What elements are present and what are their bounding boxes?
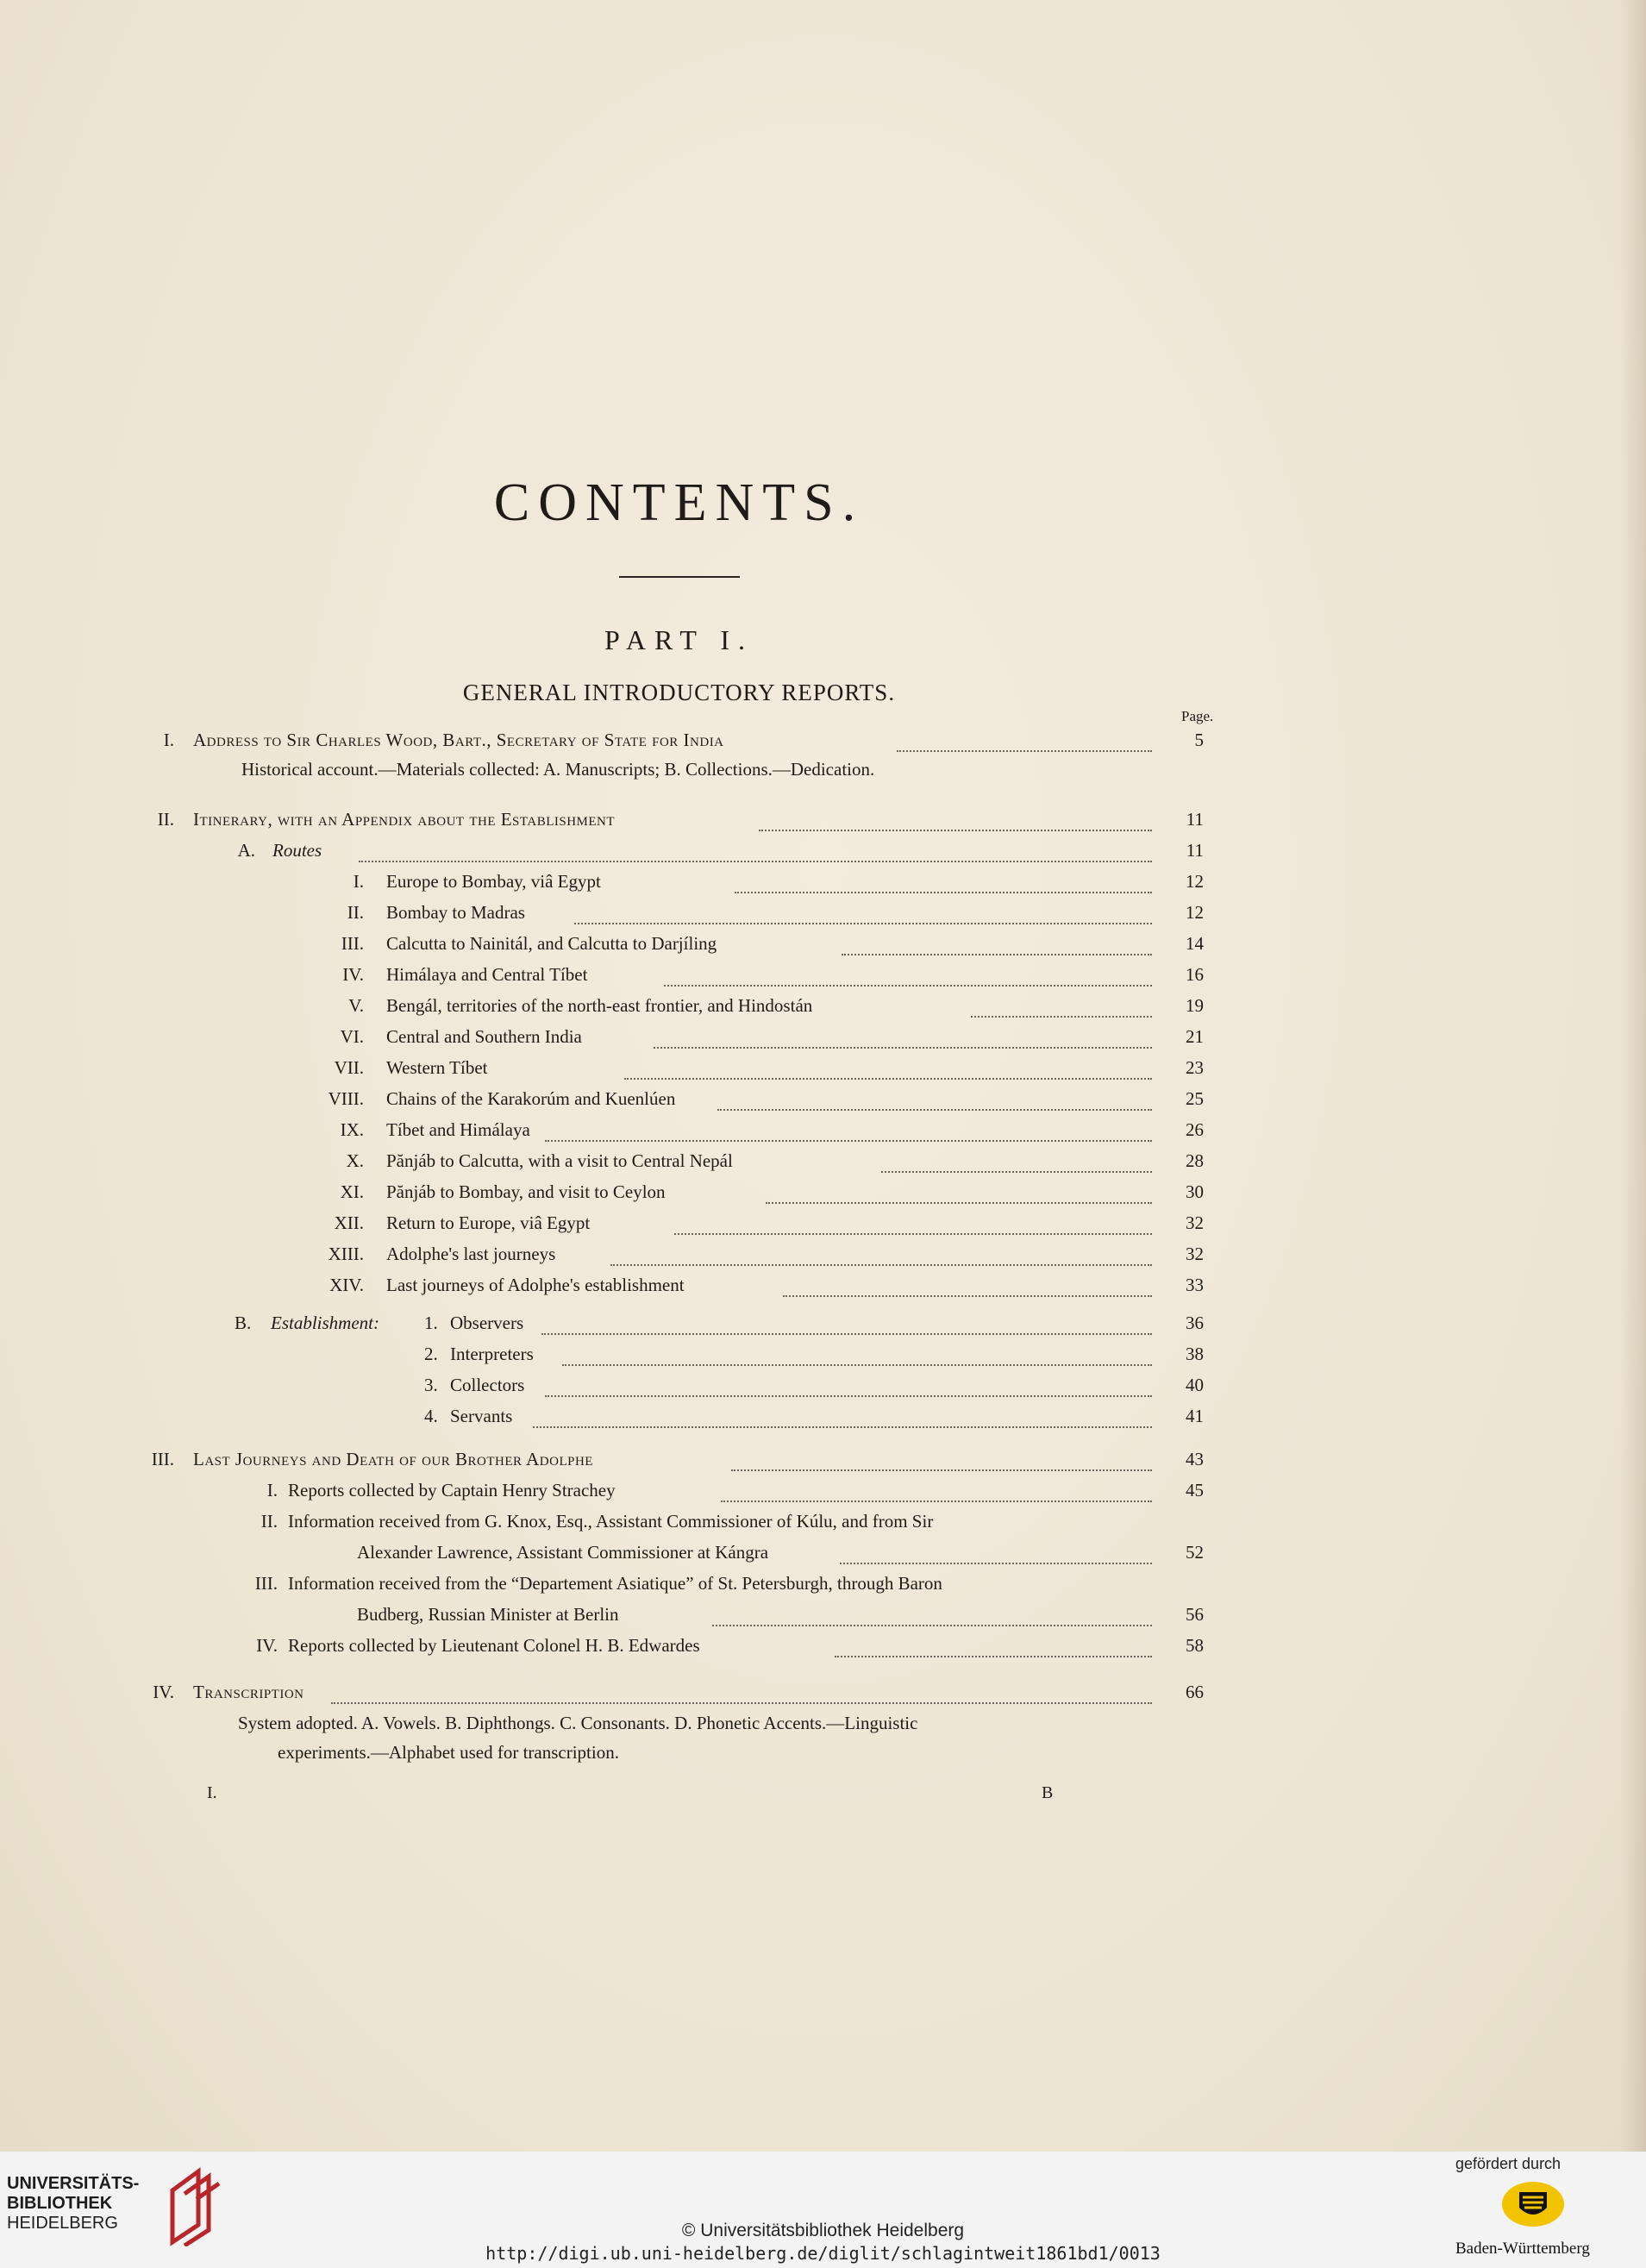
toc-section-4-description: System adopted. A. Vowels. B. Diphthongs. C. Consonants. D. Phonetic Accents.—Linguistic xyxy=(238,1713,918,1733)
page-column-heading: Page. xyxy=(1181,708,1214,724)
copyright-notice: © Universitätsbibliothek Heidelberg xyxy=(681,2221,965,2240)
toc-route-item: II. Bombay to Madras 12 xyxy=(347,902,1204,923)
toc-establishment-item: 2. Interpreters 38 xyxy=(424,1344,1204,1364)
toc-route-item: I. Europe to Bombay, viâ Egypt 12 xyxy=(353,871,1204,892)
toc-section-3-item-4: IV. Reports collected by Lieutenant Colonel H. B. Edwardes 58 xyxy=(256,1635,1204,1656)
toc-route-item: IX. Tíbet and Himálaya 26 xyxy=(340,1119,1204,1140)
toc-section-3-item-3: III. Information received from the “Departement Asiatique” of St. Petersburgh, through Baron xyxy=(254,1573,942,1594)
toc-route-item: VI. Central and Southern India 21 xyxy=(340,1026,1204,1047)
toc-section-4: IV. Transcription 66 xyxy=(153,1682,1204,1702)
permalink-url[interactable]: http://digi.ub.uni-heidelberg.de/diglit/schlagintweit1861bd1/0013 xyxy=(485,2243,1161,2264)
toc-section-3-item-1: I. Reports collected by Captain Henry Strachey 45 xyxy=(266,1480,1204,1501)
page-edge-shadow xyxy=(1620,0,1646,2152)
toc-route-item: VII. Western Tíbet 23 xyxy=(334,1057,1204,1078)
toc-route-item: X. Pănjáb to Calcutta, with a visit to Central Nepál 28 xyxy=(346,1150,1204,1171)
toc-route-item: XI. Pănjáb to Bombay, and visit to Ceylon 30 xyxy=(340,1181,1204,1202)
toc-section-1: I. Address to Sir Charles Wood, Bart., Secretary of State for India 5 xyxy=(163,730,1204,750)
toc-section-3: III. Last Journeys and Death of our Brother Adolphe 43 xyxy=(151,1449,1204,1469)
toc-section-2: II. Itinerary, with an Appendix about the Establishment 11 xyxy=(157,809,1204,830)
toc-section-1-description: Historical account.—Materials collected: A. Manuscripts; B. Collections.—Dedication. xyxy=(241,759,875,780)
toc-section-3-item-2-cont: Alexander Lawrence, Assistant Commissioner at Kángra 52 xyxy=(357,1542,1204,1563)
toc-establishment-item: 1. Observers 36 xyxy=(424,1313,1204,1333)
sponsor-name: Baden-Württemberg xyxy=(1455,2240,1590,2258)
toc-section-3-item-2: II. Information received from G. Knox, Esq., Assistant Commissioner of Kúlu, and from Sir xyxy=(260,1511,934,1532)
toc-route-item: VIII. Chains of the Karakorúm and Kuenlúen 25 xyxy=(328,1088,1204,1109)
part-subtitle: GENERAL INTRODUCTORY REPORTS. xyxy=(462,680,896,705)
page-title: CONTENTS. xyxy=(493,473,865,532)
library-name: UNIVERSITÄTS- BIBLIOTHEK HEIDELBERG xyxy=(7,2174,140,2233)
signature-mark-right: B xyxy=(1042,1783,1054,1802)
toc-section-4-description-cont: experiments.—Alphabet used for transcription. xyxy=(278,1742,619,1763)
part-heading: PART I. xyxy=(604,624,754,655)
toc-route-item: XII. Return to Europe, viâ Egypt 32 xyxy=(334,1212,1204,1233)
toc-section-3-item-3-cont: Budberg, Russian Minister at Berlin 56 xyxy=(357,1604,1204,1625)
sponsor-label: gefördert durch xyxy=(1455,2155,1562,2172)
toc-route-item: III. Calcutta to Nainitál, and Calcutta to Darjíling 14 xyxy=(341,933,1204,954)
toc-establishment-item: 4. Servants 41 xyxy=(424,1406,1204,1426)
signature-mark-left: I. xyxy=(207,1783,217,1802)
toc-routes: A. Routes 11 xyxy=(237,840,1204,861)
toc-route-item: IV. Himálaya and Central Tíbet 16 xyxy=(342,964,1204,985)
toc-route-item: XIV. Last journeys of Adolphe's establishment 33 xyxy=(329,1275,1204,1295)
toc-route-item: XIII. Adolphe's last journeys 32 xyxy=(328,1244,1204,1264)
toc-route-item: V. Bengál, territories of the north-east frontier, and Hindostán 19 xyxy=(348,995,1204,1016)
state-coat-of-arms-icon xyxy=(1499,2178,1568,2230)
toc-establishment-item: 3. Collectors 40 xyxy=(424,1375,1204,1395)
toc-establishment-1: B. Establishment: xyxy=(235,1313,379,1333)
title-rule xyxy=(619,576,740,578)
